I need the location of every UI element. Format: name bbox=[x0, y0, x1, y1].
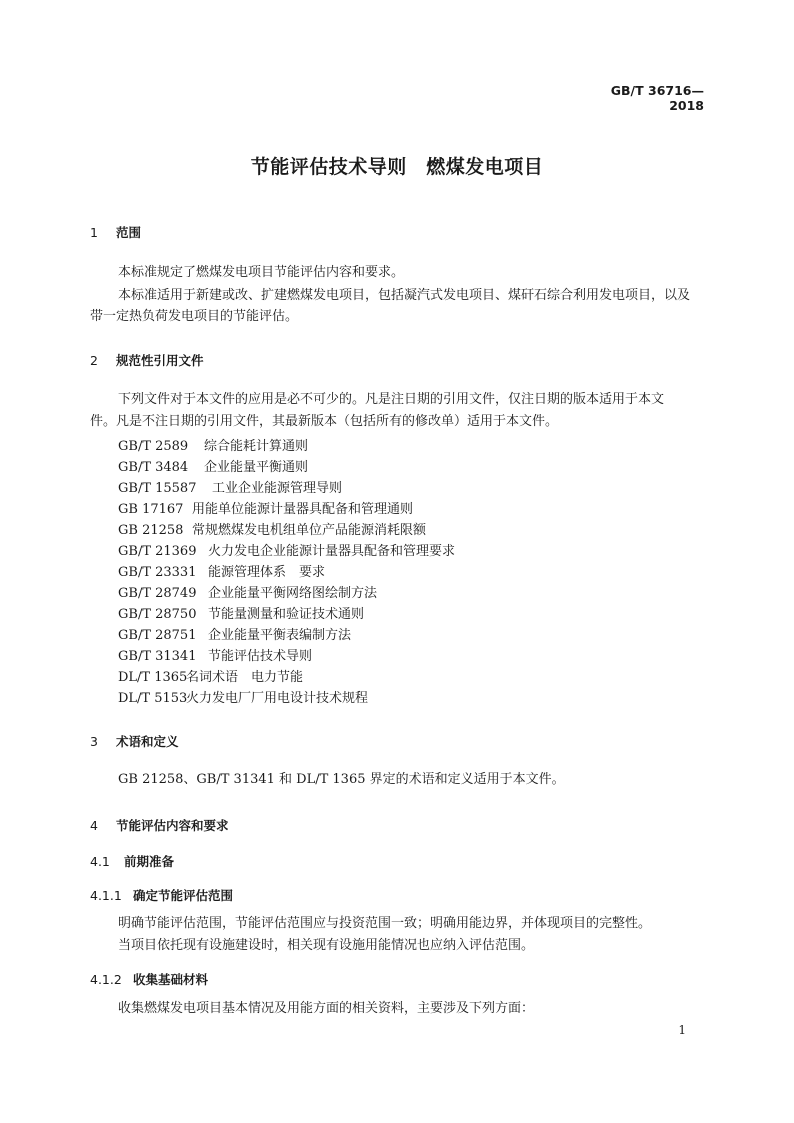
section-number: 4 bbox=[90, 818, 98, 833]
reference-code: GB/T 28749 bbox=[118, 586, 197, 601]
reference-code: GB/T 31341 bbox=[118, 649, 197, 664]
reference-title: 工业企业能源管理导则 bbox=[212, 481, 343, 496]
section-title: 术语和定义 bbox=[116, 734, 179, 749]
reference-item bbox=[118, 540, 455, 559]
paragraph: 件。凡是不注日期的引用文件，其最新版本（包括所有的修改单）适用于本文件。 bbox=[90, 414, 559, 429]
section-number: 2 bbox=[90, 353, 98, 368]
reference-code: GB/T 28751 bbox=[118, 628, 197, 643]
paragraph: 明确节能评估范围，节能评估范围应与投资范围一致；明确用能边界，并体现项目的完整性。 bbox=[118, 916, 652, 931]
reference-title: 企业能量平衡表编制方法 bbox=[208, 628, 352, 643]
section-number: 4.1 bbox=[90, 854, 110, 869]
reference-code: GB/T 3484 bbox=[118, 460, 189, 475]
section-title: 节能评估内容和要求 bbox=[116, 818, 229, 833]
reference-title: 节能评估技术导则 bbox=[208, 649, 313, 664]
reference-code: GB/T 28750 bbox=[118, 607, 197, 622]
paragraph: 下列文件对于本文件的应用是必不可少的。凡是注日期的引用文件，仅注日期的版本适用于本文 bbox=[118, 392, 665, 407]
reference-title: 常规燃煤发电机组单位产品能源消耗限额 bbox=[192, 523, 427, 538]
reference-item bbox=[118, 477, 342, 496]
section-4-1-heading bbox=[90, 852, 174, 870]
reference-code: GB/T 23331 bbox=[118, 565, 197, 580]
reference-item bbox=[118, 561, 325, 580]
reference-code: GB 17167 bbox=[118, 502, 184, 517]
reference-code: DL/T 5153 bbox=[118, 691, 188, 706]
section-number: 4.1.1 bbox=[90, 888, 122, 903]
section-4-heading bbox=[90, 816, 229, 834]
reference-item bbox=[118, 624, 351, 643]
section-title: 规范性引用文件 bbox=[116, 353, 204, 368]
section-4-1-2-heading bbox=[90, 970, 208, 988]
section-number: 4.1.2 bbox=[90, 972, 122, 987]
reference-title: 企业能量平衡网络图绘制方法 bbox=[208, 586, 378, 601]
paragraph: GB 21258、GB/T 31341 和 DL/T 1365 界定的术语和定义适用于本文件。 bbox=[118, 772, 565, 787]
reference-item bbox=[118, 435, 308, 454]
reference-title: 节能量测量和验证技术通则 bbox=[208, 607, 365, 622]
reference-title: 综合能耗计算通则 bbox=[204, 439, 309, 454]
reference-title: 企业能量平衡通则 bbox=[204, 460, 309, 475]
section-1-heading bbox=[90, 223, 141, 241]
document-title: 节能评估技术导则 燃煤发电项目 bbox=[250, 156, 544, 178]
paragraph: 当项目依托现有设施建设时，相关现有设施用能情况也应纳入评估范围。 bbox=[118, 938, 535, 953]
paragraph: 本标准规定了燃煤发电项目节能评估内容和要求。 bbox=[118, 265, 405, 280]
reference-code: GB/T 2589 bbox=[118, 439, 189, 454]
section-2-heading bbox=[90, 351, 204, 369]
section-number: 1 bbox=[90, 225, 98, 240]
reference-item bbox=[118, 519, 426, 538]
reference-item bbox=[118, 498, 413, 517]
reference-code: GB/T 15587 bbox=[118, 481, 197, 496]
paragraph: 带一定热负荷发电项目的节能评估。 bbox=[90, 309, 299, 324]
section-3-heading bbox=[90, 732, 179, 750]
paragraph: 本标准适用于新建或改、扩建燃煤发电项目，包括凝汽式发电项目、煤矸石综合利用发电项目，以及 bbox=[118, 288, 691, 303]
section-title: 收集基础材料 bbox=[133, 972, 209, 987]
paragraph: 收集燃煤发电项目基本情况及用能方面的相关资料，主要涉及下列方面： bbox=[118, 1001, 535, 1016]
reference-title: 用能单位能源计量器具配备和管理通则 bbox=[192, 502, 414, 517]
reference-item bbox=[118, 603, 364, 622]
section-title: 前期准备 bbox=[124, 854, 175, 869]
reference-title: 能源管理体系 要求 bbox=[208, 565, 326, 580]
section-title: 范围 bbox=[116, 225, 142, 240]
reference-item bbox=[118, 687, 368, 706]
reference-item bbox=[118, 456, 308, 475]
reference-code: DL/T 1365 bbox=[118, 670, 188, 685]
reference-code: GB/T 21369 bbox=[118, 544, 197, 559]
reference-title: 火力发电厂厂用电设计技术规程 bbox=[186, 691, 369, 706]
standard-number: GB/T 36716—2018 bbox=[610, 83, 704, 113]
reference-item bbox=[118, 666, 303, 685]
reference-code: GB 21258 bbox=[118, 523, 184, 538]
reference-item bbox=[118, 645, 312, 664]
section-number: 3 bbox=[90, 734, 98, 749]
reference-item bbox=[118, 582, 377, 601]
page-number: 1 bbox=[678, 1023, 686, 1037]
section-4-1-1-heading bbox=[90, 886, 233, 904]
section-title: 确定节能评估范围 bbox=[133, 888, 234, 903]
reference-title: 名词术语 电力节能 bbox=[186, 670, 304, 685]
reference-title: 火力发电企业能源计量器具配备和管理要求 bbox=[208, 544, 456, 559]
